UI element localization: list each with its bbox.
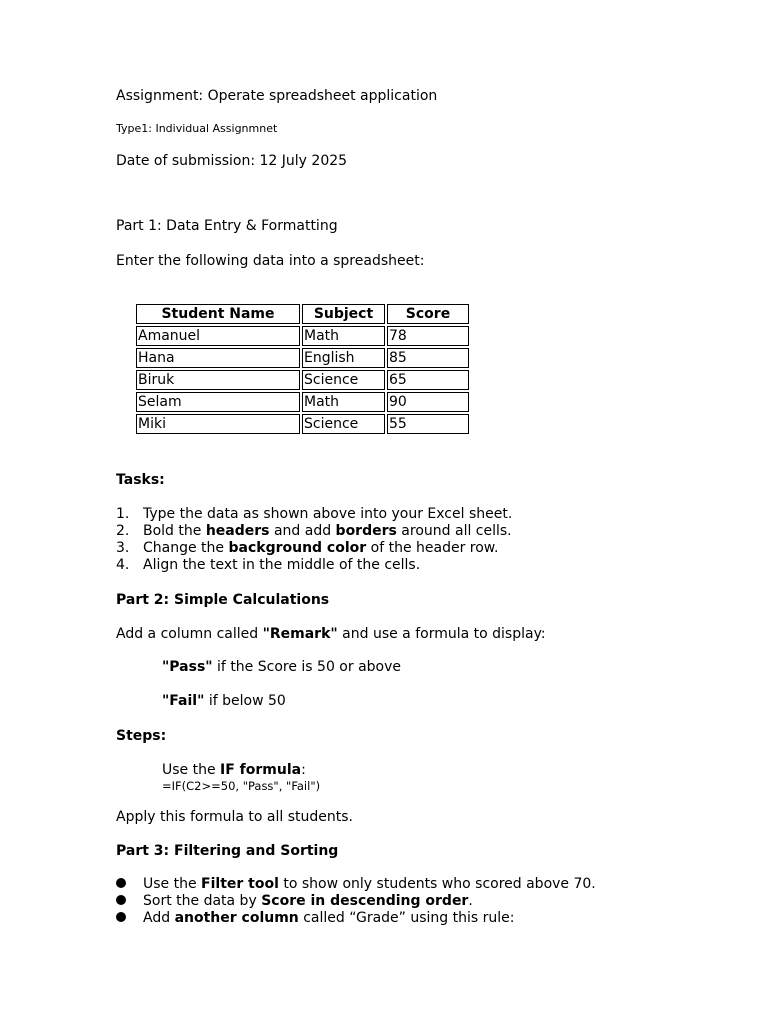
apply-formula: Apply this formula to all students. [116,809,353,825]
table-row [136,370,469,390]
part1-title: Part 1: Data Entry & Formatting [116,218,338,234]
student-table [134,302,471,436]
cell-subject: Science [302,414,385,434]
cell-score: 55 [387,414,469,434]
cell-subject: Math [302,326,385,346]
part2-title: Part 2: Simple Calculations [116,592,330,608]
if-formula-step: Use the IF formula: [162,762,306,778]
tasks-list [116,506,512,574]
cell-subject: English [302,348,385,368]
cell-score: 90 [387,392,469,412]
cell-name: Biruk [136,370,300,390]
header-score: Score [387,304,469,324]
part3-title: Part 3: Filtering and Sorting [116,843,339,859]
bullet-icon [116,878,126,888]
cell-subject: Science [302,370,385,390]
list-item: 4. Align the text in the middle of the cells. [116,557,421,573]
bullet-icon [116,912,126,922]
steps-heading: Steps: [116,728,167,744]
cell-name: Hana [136,348,300,368]
header-student-name: Student Name [136,304,300,324]
table-row [136,392,469,412]
assignment-type: Type1: Individual Assignmnet [116,122,278,135]
list-item: 3. Change the background color of the header row. [116,540,499,556]
table-row [136,414,469,434]
formula-text: =IF(C2>=50, "Pass", "Fail") [162,779,321,793]
fail-rule: "Fail" if below 50 [162,693,286,709]
assignment-title: Assignment: Operate spreadsheet application [116,88,438,104]
cell-subject: Math [302,392,385,412]
cell-score: 65 [387,370,469,390]
part2-intro: Add a column called "Remark" and use a formula to display: [116,626,546,642]
cell-score: 85 [387,348,469,368]
bullet-icon [116,895,126,905]
list-item: Sort the data by Score in descending order. [116,893,596,910]
pass-rule: "Pass" if the Score is 50 or above [162,659,401,675]
table-row [136,348,469,368]
table-row [136,326,469,346]
part1-intro: Enter the following data into a spreadsheet: [116,253,425,269]
submission-date: Date of submission: 12 July 2025 [116,153,348,169]
list-item: 2. Bold the headers and add borders around all cells. [116,523,512,539]
part3-bullets [116,876,596,927]
list-item: Use the Filter tool to show only students who scored above 70. [116,876,596,893]
list-item: Add another column called “Grade” using this rule: [116,910,596,927]
header-subject: Subject [302,304,385,324]
cell-name: Miki [136,414,300,434]
cell-name: Selam [136,392,300,412]
cell-name: Amanuel [136,326,300,346]
cell-score: 78 [387,326,469,346]
list-item: 1. Type the data as shown above into your Excel sheet. [116,506,513,522]
tasks-heading: Tasks: [116,472,165,488]
table-header-row [136,304,469,324]
